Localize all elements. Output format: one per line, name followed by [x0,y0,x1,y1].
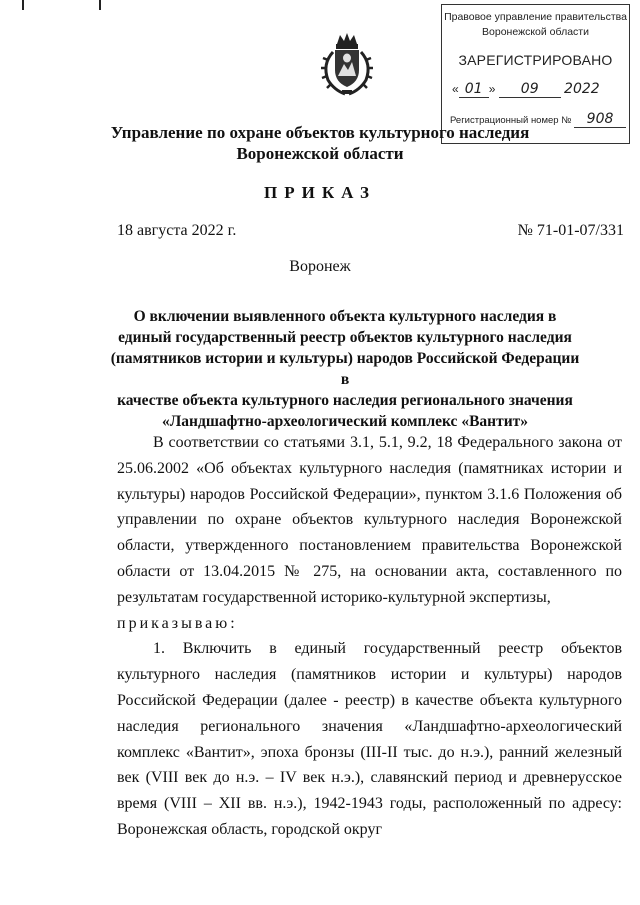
stamp-date-day: 01 [459,81,489,98]
document-heading [110,306,580,432]
document-city: Воронеж [289,258,351,275]
heading-line: (памятников истории и культуры) народов Российской Федерации в [110,350,580,388]
stamp-registered-label: ЗАРЕГИСТРИРОВАНО [458,52,613,68]
scan-corner-mark-left [22,0,24,10]
organization-line-1: Управление по охране объектов культурного наследия [110,123,530,142]
document-type-title: ПРИКАЗ [264,183,376,202]
stamp-date: « 01 » 09 2022 [452,81,600,97]
coat-of-arms-icon [318,30,376,98]
document-body [117,430,622,843]
stamp-reg-number-value: 908 [574,111,626,128]
heading-line: качестве объекта культурного наследия регионального значения [117,392,573,409]
order-item-1: 1. Включить в единый государственный реестр объектов культурного наследия (памятников истории и культуры) народов Российской Федерации (далее - реестр) в качестве объекта культурного наследия регионального значения «Ландшафтно-археологический комплекс «Вантит», эпоха бронзы (III-II тыс. до н.э.), ранний железный век (VIII век до н.э. – IV век н.э.), славянский период и древнерусское время (VIII – XII вв. н.э.), 1942-1943 годы, расположенный по адресу: Воронежская область, городской округ [117,640,622,838]
stamp-date-month: 09 [499,81,561,98]
order-word: приказываю: [117,614,238,632]
organization-line-2: Воронежской области [236,144,404,163]
heading-line: единый государственный реестр объектов культурного наследия [118,329,572,346]
heading-line: «Ландшафтно-археологический комплекс «Вантит» [162,413,528,430]
document-date: 18 августа 2022 г. [117,222,237,239]
organization-name [0,122,640,164]
scan-corner-mark-right [99,0,101,10]
stamp-authority-line1: Правовое управление правительства [444,11,627,23]
preamble-paragraph: В соответствии со статьями 3.1, 5.1, 9.2, 18 Федерального закона от 25.06.2002 «Об объектах культурного наследия (памятниках истории и культуры) народов Российской Федерации», пунктом 3.1.6 Положения об управлении по охране объектов культурного наследия Воронежской области, утвержденного постановлением правительства Воронежской области от 13.04.2015 № 275, на основании акта, составленного по результатам государственной историко-культурной экспертизы, [117,434,622,606]
heading-line: О включении выявленного объекта культурного наследия в [133,308,557,325]
stamp-date-year: 2022 [564,81,600,97]
stamp-reg-number-label: Регистрационный номер № [450,115,572,126]
document-number: № 71-01-07/331 [517,222,624,239]
stamp-authority-line2: Воронежской области [482,26,589,38]
